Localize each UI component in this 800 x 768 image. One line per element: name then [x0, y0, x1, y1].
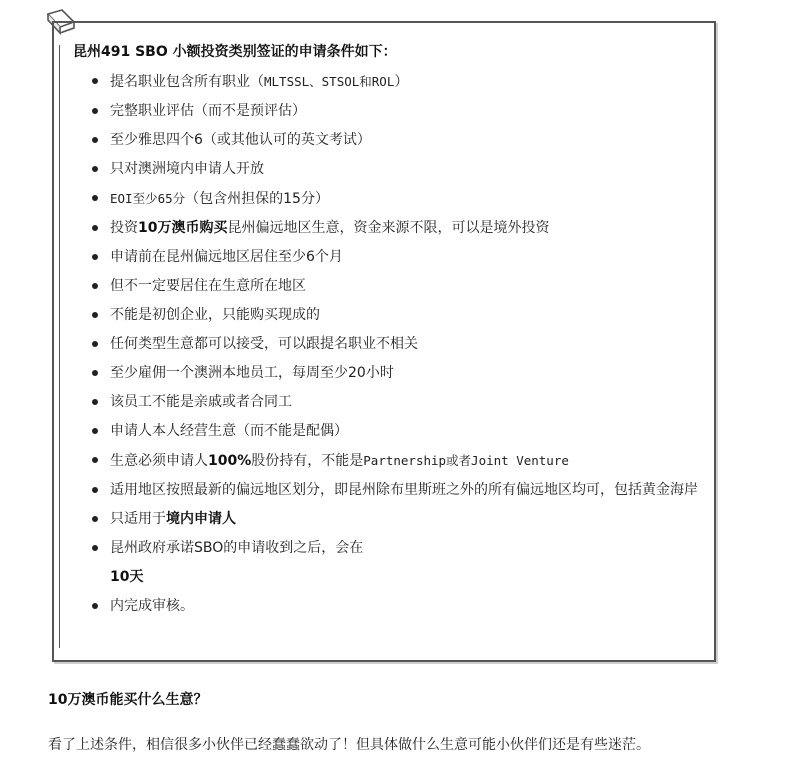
list-item: 提名职业包含所有职业（MLTSSL、STSOL和ROL） [86, 67, 706, 97]
box-title: 昆州491 SBO 小额投资类别签证的申请条件如下： [73, 44, 397, 60]
list-item: 生意必须申请人100%股份持有，不能是Partnership或者Joint Venture [86, 446, 706, 476]
list-item-continuation: 10天 [110, 569, 144, 585]
list-item: 内完成审核。 [86, 592, 706, 621]
list-item: 申请人本人经营生意（而不能是配偶） [86, 417, 706, 446]
list-item: 至少雅思四个6（或其他认可的英文考试） [86, 126, 706, 155]
list-item: 只适用于境内申请人 [86, 505, 706, 534]
list-item: EOI至少65分（包含州担保的15分） [86, 184, 706, 214]
list-item: 申请前在昆州偏远地区居住至少6个月 [86, 243, 706, 272]
list-item: 只对澳洲境内申请人开放 [86, 155, 706, 184]
list-item: 完整职业评估（而不是预评估） [86, 97, 706, 126]
conditions-list [86, 67, 706, 621]
list-item: 不能是初创企业，只能购买现成的 [86, 301, 706, 330]
list-item: 投资10万澳币购买昆州偏远地区生意，资金来源不限，可以是境外投资 [86, 214, 706, 243]
list-item: 任何类型生意都可以接受，可以跟提名职业不相关 [86, 330, 706, 359]
list-item: 但不一定要居住在生意所在地区 [86, 272, 706, 301]
list-item: 昆州政府承诺SBO的申请收到之后，会在 [86, 534, 706, 563]
body-paragraph: 看了上述条件，相信很多小伙伴已经蠢蠢欲动了！但具体做什么生意可能小伙伴们还是有些迷茫。 [48, 737, 650, 753]
section-heading: 10万澳币能买什么生意？ [48, 692, 208, 708]
list-item: 该员工不能是亲戚或者合同工 [86, 388, 706, 417]
list-item: 至少雇佣一个澳洲本地员工，每周至少20小时 [86, 359, 706, 388]
box-inner-rule [59, 45, 60, 648]
list-item: 适用地区按照最新的偏远地区划分，即昆州除布里斯班之外的所有偏远地区均可，包括黄金海岸 [86, 476, 706, 505]
